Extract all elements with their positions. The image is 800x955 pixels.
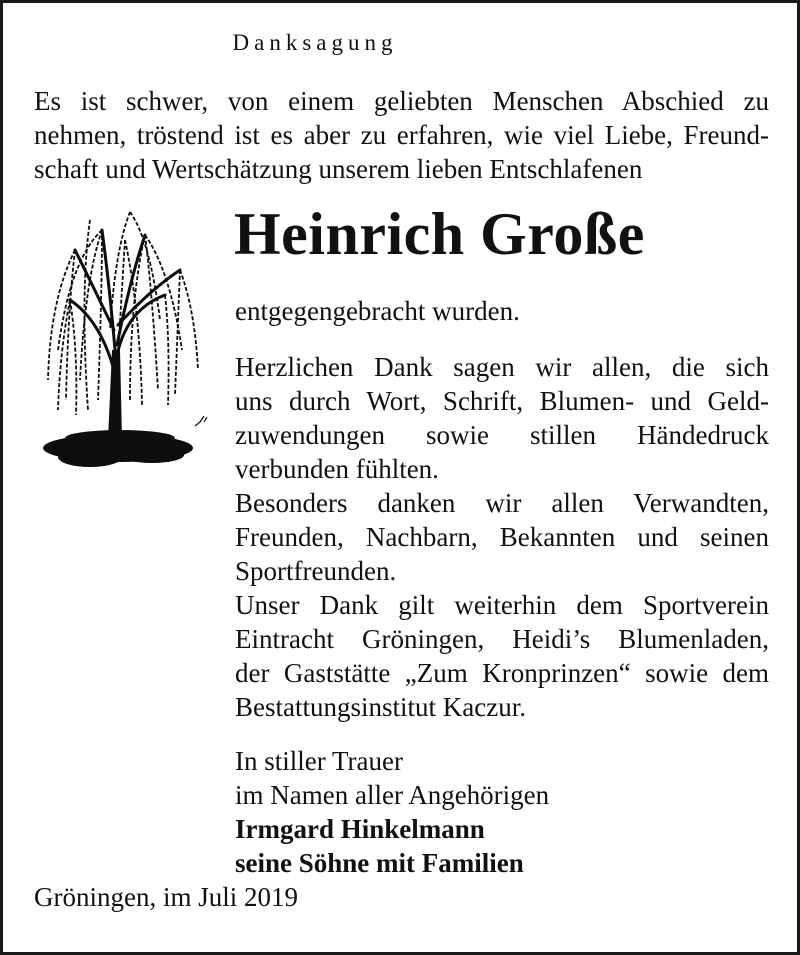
intro-line-2: nehmen, tröstend ist es aber zu erfahren, wie viel Liebe, Freund- <box>34 120 769 150</box>
thanks-line-4: verbunden fühlten. <box>235 454 439 484</box>
thanks-line-8: Unser Dank gilt weiterhin dem Sportverein <box>235 590 769 620</box>
thanks-line-1: Herzlichen Dank sagen wir allen, die sich <box>235 352 769 382</box>
signer-family: seine Söhne mit Familien <box>235 848 524 878</box>
signer-name: Irmgard Hinkelmann <box>235 814 485 844</box>
intro-line-1: Es ist schwer, von einem geliebten Menschen Abschied zu <box>34 86 769 116</box>
deceased-name: Heinrich Große <box>234 201 645 267</box>
weeping-willow-icon <box>30 200 210 500</box>
thanks-line-10: der Gaststätte „Zum Kronprinzen“ sowie dem <box>235 658 769 688</box>
intro-line-3: schaft und Wertschätzung unserem lieben Entschlafenen <box>34 154 643 184</box>
thanks-line-7: Sportfreunden. <box>235 556 397 586</box>
thanks-line-11: Bestattungsinstitut Kaczur. <box>235 692 526 722</box>
thanks-line-3: zuwendungen sowie stillen Händedruck <box>235 420 769 450</box>
thanks-line-6: Freunden, Nachbarn, Bekannten und seinen <box>235 522 769 552</box>
mourning-line-2: im Namen aller Angehörigen <box>235 780 550 810</box>
heading: Danksagung <box>232 30 398 55</box>
place-date: Gröningen, im Juli 2019 <box>34 882 298 912</box>
thanks-line-2: uns durch Wort, Schrift, Blumen- und Geld- <box>235 386 769 416</box>
thanks-line-5: Besonders danken wir allen Verwandten, <box>235 488 769 518</box>
after-name-text: entgegengebracht wurden. <box>235 296 520 326</box>
mourning-line-1: In stiller Trauer <box>235 746 403 776</box>
thanks-line-9: Eintracht Gröningen, Heidi’s Blumenladen, <box>235 624 769 654</box>
